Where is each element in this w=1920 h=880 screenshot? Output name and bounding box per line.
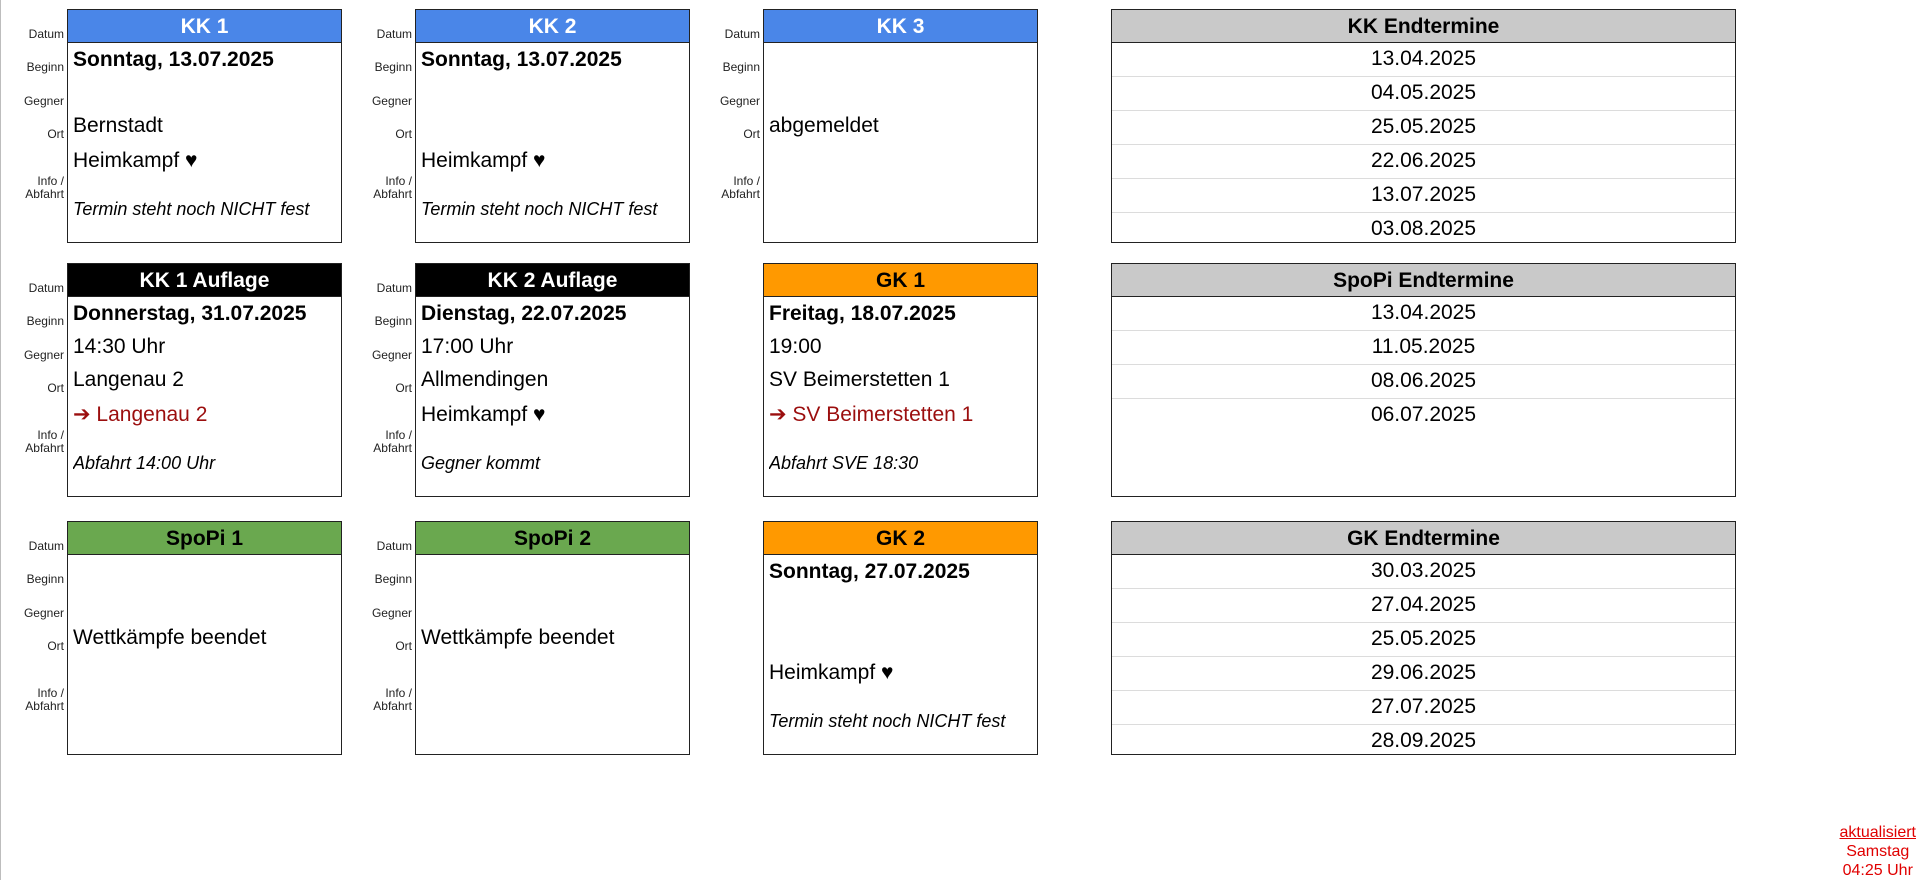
datum-value [73,555,338,588]
card-body [67,297,342,497]
beginn-value [421,588,686,621]
label-ort: Ort [395,639,412,653]
card-gk2 [763,521,1038,731]
card-body [415,555,690,755]
ort-value: Heimkampf ♥ [73,149,198,172]
field-labels [348,7,414,207]
card-title: KK 2 Auflage [415,263,690,297]
card-body [763,555,1038,755]
datum-value: Sonntag, 13.07.2025 [73,48,274,71]
label-gegner: Gegner [719,94,760,108]
card-body [67,555,342,755]
label-beginn: Beginn [26,314,64,328]
date-row: 04.05.2025 [1112,77,1735,111]
ort-value: ➔ Langenau 2 [73,403,208,426]
date-row: 27.04.2025 [1112,589,1735,623]
label-beginn: Beginn [26,572,64,586]
label-info: Info / Abfahrt [25,686,64,713]
label-beginn: Beginn [374,314,412,328]
datum-value [421,555,686,588]
date-row: 13.04.2025 [1112,43,1735,77]
gegner-value [769,621,1034,654]
label-gegner: Gegner [371,348,412,362]
gegner-value: Langenau 2 [73,368,184,391]
label-info: Info / Abfahrt [373,174,412,201]
info-value: Termin steht noch NICHT fest [421,199,658,219]
card-kk3 [763,9,1038,137]
datum-value: Sonntag, 13.07.2025 [421,48,622,71]
label-info: Info / Abfahrt [373,428,412,455]
card-gk1 [763,263,1038,473]
label-datum: Datum [28,281,64,295]
beginn-value: 17:00 Uhr [421,335,514,358]
label-gegner: Gegner [371,606,412,620]
beginn-value: 19:00 [769,335,822,358]
card-spopi-endtermine [1111,263,1736,426]
card-spopi2 [415,521,690,649]
date-list [1111,555,1736,755]
label-ort: Ort [743,127,760,141]
info-value: Termin steht noch NICHT fest [73,199,310,219]
beginn-value [769,588,1034,621]
date-row: 22.06.2025 [1112,145,1735,179]
label-datum: Datum [376,539,412,553]
date-list [1111,297,1736,497]
updated-day: Samstag [1846,843,1910,860]
datum-value: Sonntag, 27.07.2025 [769,560,970,583]
card-body [415,43,690,243]
info-value: Abfahrt 14:00 Uhr [73,453,216,473]
datum-value: Donnerstag, 31.07.2025 [73,302,307,325]
card-body [67,43,342,243]
label-info: Info / Abfahrt [25,174,64,201]
card-title: KK 1 [67,9,342,43]
datum-value: Freitag, 18.07.2025 [769,302,956,325]
card-kk2-auflage [415,263,690,473]
ort-value [421,654,686,691]
date-row: 06.07.2025 [1370,403,1477,426]
beginn-value [769,76,1034,109]
card-title: GK 2 [763,521,1038,555]
card-title: SpoPi 2 [415,521,690,555]
gegner-value: abgemeldet [769,114,879,137]
info-value: Gegner kommt [421,453,541,473]
card-spopi1 [67,521,342,649]
label-ort: Ort [47,127,64,141]
label-beginn: Beginn [374,572,412,586]
label-datum: Datum [28,27,64,41]
datum-value [769,43,1034,76]
date-row: 13.07.2025 [1112,179,1735,213]
beginn-value [421,76,686,109]
label-beginn: Beginn [722,60,760,74]
date-row: 25.05.2025 [1112,623,1735,657]
gegner-value: Wettkämpfe beendet [73,626,267,649]
field-labels [0,261,66,461]
ort-value: Heimkampf ♥ [421,149,546,172]
label-ort: Ort [395,381,412,395]
date-list [1111,43,1736,243]
ort-value: Heimkampf ♥ [421,403,546,426]
label-datum: Datum [28,539,64,553]
gegner-value: Allmendingen [421,368,549,391]
field-labels [348,519,414,719]
beginn-value: 14:30 Uhr [73,335,166,358]
date-row: 13.04.2025 [1112,297,1735,331]
card-title: GK 1 [763,263,1038,297]
label-beginn: Beginn [374,60,412,74]
label-gegner: Gegner [371,94,412,108]
gegner-value: SV Beimerstetten 1 [769,368,950,391]
label-gegner: Gegner [23,348,64,362]
label-gegner: Gegner [23,94,64,108]
field-labels [696,7,762,207]
date-row: 25.05.2025 [1112,111,1735,145]
label-beginn: Beginn [26,60,64,74]
label-info: Info / Abfahrt [373,686,412,713]
gegner-value: Wettkämpfe beendet [421,626,615,649]
date-row: 29.06.2025 [1112,657,1735,691]
label-ort: Ort [47,381,64,395]
card-body [763,297,1038,497]
date-row: 11.05.2025 [1112,331,1735,365]
info-value [73,691,338,751]
date-row: 08.06.2025 [1112,365,1735,399]
date-row: 28.09.2025 [1370,729,1477,752]
card-title: SpoPi 1 [67,521,342,555]
last-updated [1840,823,1916,880]
card-title: KK 1 Auflage [67,263,342,297]
card-title: GK Endtermine [1111,521,1736,555]
date-row: 03.08.2025 [1370,217,1477,240]
ort-value [769,142,1034,179]
card-gk-endtermine [1111,521,1736,752]
label-ort: Ort [395,127,412,141]
datum-value: Dienstag, 22.07.2025 [421,302,627,325]
field-labels [0,519,66,719]
label-datum: Datum [376,281,412,295]
beginn-value [73,588,338,621]
label-datum: Datum [376,27,412,41]
ort-value: Heimkampf ♥ [769,661,894,684]
info-value: Termin steht noch NICHT fest [769,711,1006,731]
card-kk1-auflage [67,263,342,473]
card-kk2 [415,9,690,219]
label-info: Info / Abfahrt [721,174,760,201]
label-gegner: Gegner [23,606,64,620]
label-ort: Ort [47,639,64,653]
field-labels [348,261,414,461]
label-info: Info / Abfahrt [25,428,64,455]
date-row: 30.03.2025 [1112,555,1735,589]
card-title: KK Endtermine [1111,9,1736,43]
gegner-value: Bernstadt [73,114,163,137]
ort-value [73,654,338,691]
card-title: SpoPi Endtermine [1111,263,1736,297]
card-body [415,297,690,497]
card-kk1 [67,9,342,219]
card-title: KK 3 [763,9,1038,43]
ort-value: ➔ SV Beimerstetten 1 [769,403,974,426]
updated-time: 04:25 Uhr [1842,862,1913,879]
updated-link[interactable]: aktualisiert [1839,824,1916,841]
card-title: KK 2 [415,9,690,43]
field-labels [0,7,66,207]
info-value [769,179,1034,239]
info-value: Abfahrt SVE 18:30 [769,453,919,473]
beginn-value [73,76,338,109]
card-body [763,43,1038,243]
gegner-value [421,109,686,142]
info-value [421,691,686,751]
label-datum: Datum [724,27,760,41]
date-row: 27.07.2025 [1112,691,1735,725]
card-kk-endtermine [1111,9,1736,240]
